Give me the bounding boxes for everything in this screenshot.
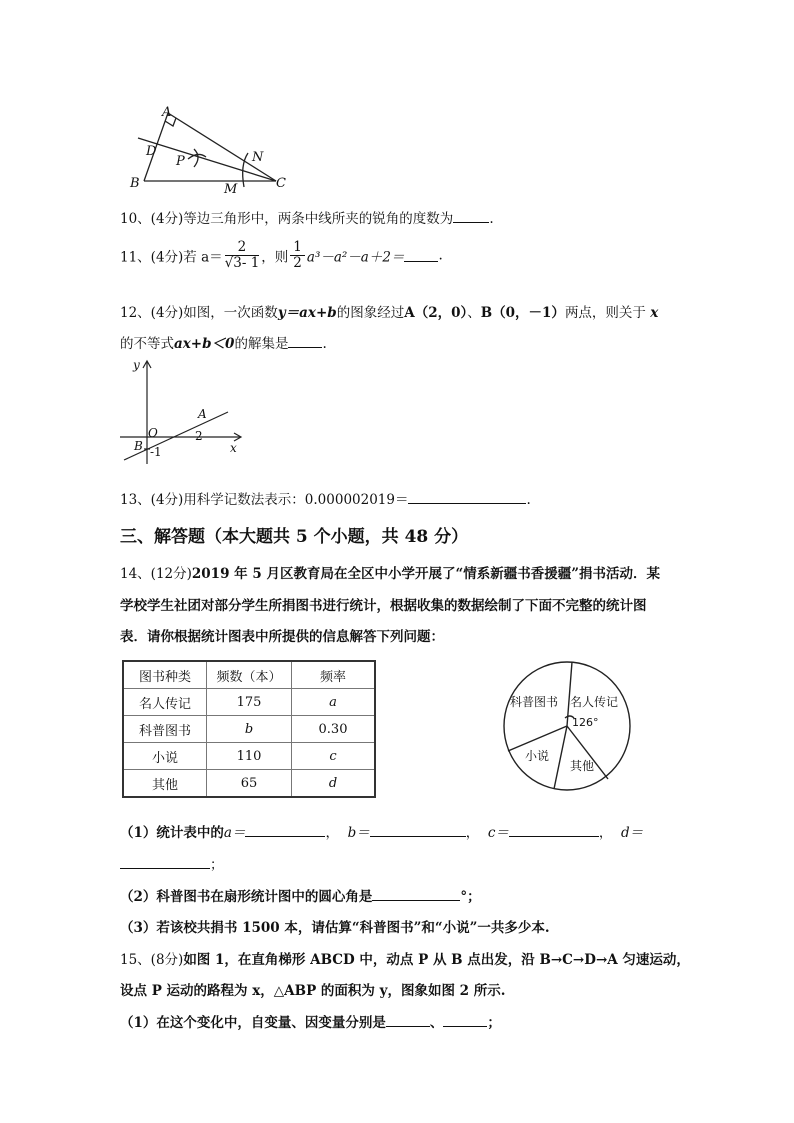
q10-text: 10、(4分)等边三角形中，两条中线所夹的锐角的度数为 xyxy=(120,211,454,227)
q13-text: 13、(4分)用科学记数法表示：0.000002019＝ xyxy=(120,492,409,508)
q12-prefix: 12、(4分)如图，一次函数 xyxy=(120,305,278,321)
arc-MN xyxy=(243,153,248,187)
question-15-line1 xyxy=(120,948,690,968)
q11-half-den: 2 xyxy=(293,255,302,271)
table-cell: b xyxy=(207,716,292,743)
q15-line1: 如图 1，在直角梯形 ABCD 中，动点 P 从 B 点出发，沿 B→C→D→A 匀速运动， xyxy=(183,952,690,968)
table-cell: d xyxy=(292,770,376,798)
q14-blank-a[interactable] xyxy=(245,824,325,837)
q14-sub2-text: （2）科普图书在扇形统计图中的圆心角是 xyxy=(120,889,373,905)
label-N: N xyxy=(252,150,264,165)
question-14-line1 xyxy=(120,562,660,582)
table-cell: 名人传记 xyxy=(123,689,207,716)
table-cell: 175 xyxy=(207,689,292,716)
q12-line2-suffix: 的解集是 xyxy=(234,336,289,352)
q14-prefix: 14、(12分) xyxy=(120,566,192,582)
q12-ineq: ax+b＜0 xyxy=(174,336,235,352)
q14-sub1-d: d＝ xyxy=(620,825,644,841)
pie-label-biography: 名人传记 xyxy=(570,695,619,709)
axis-label-y: y xyxy=(133,358,140,372)
q13-answer-blank[interactable] xyxy=(408,491,526,504)
q12-suffix: 两点，则关于 xyxy=(564,305,646,321)
table-row xyxy=(123,716,375,743)
q15-sub1-end: ； xyxy=(487,1015,501,1031)
q12-point-B: B（0，－1） xyxy=(480,305,565,321)
question-10 xyxy=(120,207,494,227)
q14-sub1-sep2: ， xyxy=(465,825,480,841)
q14-sub1-b: b＝ xyxy=(347,825,370,841)
q14-blank-angle[interactable] xyxy=(372,888,460,901)
q10-answer-blank[interactable] xyxy=(453,210,489,223)
q12-mid: 的图象经过 xyxy=(336,305,405,321)
q13-end: . xyxy=(526,492,531,508)
table-header: 频率 xyxy=(292,661,376,689)
pie-label-novel: 小说 xyxy=(525,749,550,763)
table-cell: a xyxy=(292,689,376,716)
q12-line2-prefix: 的不等式 xyxy=(120,336,174,352)
label-B: B xyxy=(130,176,140,191)
q15-sub1-text: （1）在这个变化中，自变量、因变量分别是 xyxy=(120,1015,386,1031)
q15-sub1 xyxy=(120,1011,501,1031)
question-14-line2: 学校学生社团对部分学生所捐图书进行统计，根据收集的数据绘制了下面不完整的统计图 xyxy=(120,598,647,614)
statistics-table xyxy=(122,660,376,798)
q12-end: . xyxy=(322,336,327,352)
q14-line1: 2019 年 5 月区教育局在全区中小学开展了“情系新疆书香援疆”捐书活动．某 xyxy=(191,566,660,582)
table-cell: 其他 xyxy=(123,770,207,798)
table-cell: 小说 xyxy=(123,743,207,770)
label-C: C xyxy=(276,176,286,191)
side-AC xyxy=(168,113,276,181)
q14-sub1-a: a＝ xyxy=(223,825,246,841)
table-row xyxy=(123,743,375,770)
q14-sub1-sep1: ， xyxy=(325,825,339,841)
q10-end: . xyxy=(489,211,494,227)
q12-point-A: A（2，0） xyxy=(404,305,468,321)
label-D: D xyxy=(146,144,157,159)
axes-figure xyxy=(118,356,250,468)
q11-fraction-den: √3- 1 xyxy=(224,255,260,271)
table-cell: 科普图书 xyxy=(123,716,207,743)
origin-label-O: O xyxy=(148,426,158,440)
q14-blank-d[interactable] xyxy=(120,856,210,869)
label-P: P xyxy=(176,154,185,169)
q14-sub1-line1 xyxy=(120,821,643,841)
table-cell: c xyxy=(292,743,376,770)
pie-label-angle: 126° xyxy=(572,716,599,729)
point-label-A: A xyxy=(198,407,207,421)
table-row xyxy=(123,689,375,716)
q14-sub1-line2 xyxy=(120,853,224,873)
q12-answer-blank[interactable] xyxy=(288,335,322,348)
q14-sub1-prefix: （1）统计表中的 xyxy=(120,825,224,841)
q14-sub2-end: °； xyxy=(460,889,481,905)
pie-divider-left xyxy=(508,726,567,751)
q11-half xyxy=(290,240,305,271)
q11-fraction xyxy=(225,240,260,271)
q14-sub1-end: ； xyxy=(210,857,224,873)
pie-divider-bottom xyxy=(554,726,567,789)
point-label-B: B xyxy=(134,439,143,453)
q14-blank-b[interactable] xyxy=(370,824,466,837)
tick-label-2: 2 xyxy=(195,429,203,443)
question-13 xyxy=(120,488,531,508)
table-header: 图书种类 xyxy=(123,661,207,689)
q11-answer-blank[interactable] xyxy=(404,249,438,262)
q12-func: y＝ax+b xyxy=(277,305,337,321)
q12-sep: 、 xyxy=(467,305,481,321)
arc-P xyxy=(194,149,198,167)
tick-label-neg1: -1 xyxy=(150,445,162,459)
pie-label-science: 科普图书 xyxy=(510,695,559,709)
q11-prefix: 11、(4分)若 a＝ xyxy=(120,249,223,266)
q11-mid: ，则 xyxy=(261,249,289,266)
question-11 xyxy=(120,240,443,271)
q11-expr: a³－a²－a＋2＝ xyxy=(306,249,405,266)
question-12-line2 xyxy=(120,332,327,352)
question-14-line3: 表．请你根据统计图表中所提供的信息解答下列问题： xyxy=(120,629,444,645)
question-15-line2: 设点 P 运动的路程为 x，△ABP 的面积为 y，图象如图 2 所示. xyxy=(120,983,506,999)
q14-sub3: （3）若该校共捐书 1500 本，请估算“科普图书”和“小说”一共多少本. xyxy=(120,920,550,936)
q11-fraction-num: 2 xyxy=(225,240,260,256)
table-cell: 110 xyxy=(207,743,292,770)
q11-end: . xyxy=(438,247,443,264)
q14-sub1-sep3: ， xyxy=(598,825,613,841)
q15-blank-dependent[interactable] xyxy=(443,1014,487,1027)
pie-label-other: 其他 xyxy=(570,759,595,773)
q14-sub2 xyxy=(120,885,481,905)
q14-blank-c[interactable] xyxy=(509,824,599,837)
q14-sub1-c: c＝ xyxy=(487,825,509,841)
table-header: 频数（本） xyxy=(207,661,292,689)
question-12-line1 xyxy=(120,301,658,321)
axis-label-x: x xyxy=(230,441,237,455)
q15-blank-independent[interactable] xyxy=(386,1014,430,1027)
table-row xyxy=(123,770,375,798)
pie-chart xyxy=(498,660,636,794)
q15-sub1-sep: 、 xyxy=(429,1015,444,1031)
q11-half-num: 1 xyxy=(290,240,305,256)
q12-var-x: x xyxy=(650,305,659,321)
q15-prefix: 15、(8分) xyxy=(120,952,184,968)
table-cell: 0.30 xyxy=(292,716,376,743)
label-M: M xyxy=(224,182,238,197)
label-A: A xyxy=(162,105,172,120)
table-header-row xyxy=(123,661,375,689)
section-3-heading: 三、解答题（本大题共 5 个小题，共 48 分） xyxy=(120,527,469,547)
triangle-figure xyxy=(128,105,298,197)
table-cell: 65 xyxy=(207,770,292,798)
